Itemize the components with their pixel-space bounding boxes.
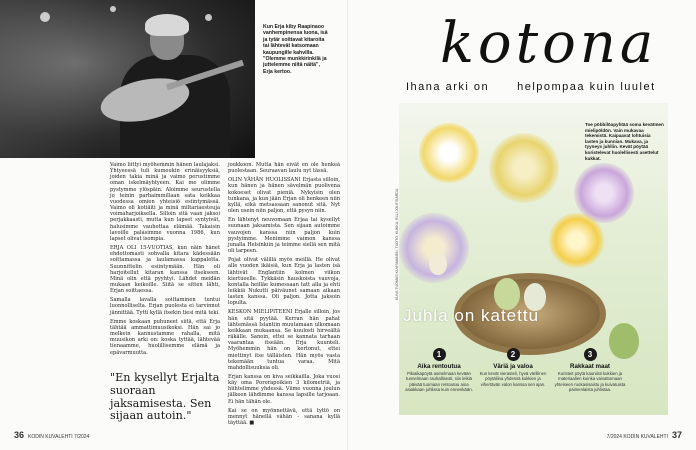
paragraph: ERJA OLI 15-VUOTIAS, kun näin hänet ehdottomasti sohvalla kitara kädessään soittamassa ja laulamassa kappaletta. Suunnittelin esiintymään. Hän oli harjoitellut kitaran kanssa itsekseen. Minä olin että pyyhtyi. Lähdet meidän mukaan keikoille. Siitä se sitten lähti, Erjan soittaessa. bbox=[110, 245, 220, 295]
number-badge: 2 bbox=[507, 348, 520, 361]
article-column-1 bbox=[110, 162, 220, 359]
tip-title: Aika rentoutua bbox=[417, 363, 461, 370]
page-gutter bbox=[347, 0, 349, 450]
tip-3 bbox=[552, 348, 628, 393]
subtitle-part-2: helpompaa kuin luulet bbox=[517, 81, 656, 93]
paragraph: Emme koskaan puhuneet siitä, että Erja tähtää ammattimuusikoksi. Hän sai jo melkein kannustamme rahalla, mitä muusikon arki on: koska tyttää, lähtevää tienaamme, huolillisemme elämä ja epävarmuutta. bbox=[110, 318, 220, 356]
folio-right bbox=[607, 430, 682, 440]
page-number: 37 bbox=[671, 430, 682, 440]
number-badge: 3 bbox=[584, 348, 597, 361]
folio-text: 7/2024 KODIN KUVALEHTI bbox=[606, 434, 668, 440]
section-subtitle bbox=[406, 81, 664, 93]
paragraph: Vaimo liittyi myöhemmin hänen laulajaksi. Yhtyeessä tuli kumoukin erinäisyyksiä, joiden takia minä ja vaimo perustimme oman iskelmäyhtyeen. Kai me olimme pystymme ylöspäin. Aloimme seurustella jo teinin parhaimmillaan sata keikkaa vuodessa omien yhteisiö esiintymässä. Vaimo oli kotiäiti ja minä miltariaesteuja voimaharjoiksella. Silloin sitä vaan jaksoi perjakkaasti, mutta kun lapset syntyivät, halusimme vauhottaa elämää. Takaisin lavoille palasimme vuonna 1986, kun lapset olivat isompia. bbox=[110, 162, 220, 242]
photo-credit: KUVA TUOMAS KUUSMANEN, TUOTO, KUKKA: ELLI JOUTSIARDA bbox=[395, 188, 399, 300]
tip-1 bbox=[401, 348, 477, 393]
tip-title: Väriä ja valoa bbox=[493, 363, 533, 370]
number-badge: 1 bbox=[433, 348, 446, 361]
tip-text: Koristeit pöytä kauniisti kukkien ja materiaalien kuinka vaivattomaan yhteiseen ruokasisaistu ja kuivatuista paimenlaista juhlistaa. bbox=[554, 371, 626, 393]
tip-2 bbox=[475, 348, 551, 387]
folio-left bbox=[14, 430, 89, 440]
musician-photo bbox=[0, 0, 255, 158]
subtitle-part-1: Ihana arki on bbox=[406, 81, 490, 93]
pull-quote: "En kysellyt Erjalta suoraan jaksamisesta. Sen sijaan autoin." bbox=[110, 371, 220, 423]
tip-title: Rakkaat maat bbox=[570, 363, 610, 370]
folio-text: KODIN KUVALEHTI 7/2024 bbox=[28, 434, 90, 440]
photo-caption-right: Toe pöbbilöapyhtää soma kevätmen mielipöldön. Vain mukavaa tekemistä. Kaipaavat lohtuisia lasten ja kunnian. Mukava, ja tyyneys juhliin. Kevät pöytää koristelevat huolellisesti asettelut kukkat. bbox=[585, 122, 664, 161]
paragraph: KESKON MIELIPITEENI Erjalle silloin, jos hän sitä pyytää. Kerran hän pahat lähtemässä Islantiin muutamaan ulkomaan keikkaan mukaansa. Se kuulosti hirveältä räkälle. Sanoin, ettei se kannata tarhaan vaarantaa itseään. Erja kuunteli. Myöhemmin hän on kertonut, ettei miettinyt itse tälläisten. Hän myös vasta tekemään tuntua varaa. Mitä mahdollisuuksia oli. bbox=[228, 309, 340, 371]
paragraph: En lähtenyt neuvomaan Erjaa tai kysellyt suunaan jaksamista. Sen sijaan autoimme vauvojen kanssa niin paljon kuin pystyimme. Menimme vaimon kanssa junalla Helsinkiin ja teimme siellä sen mitä oli tarpeen. bbox=[228, 217, 340, 255]
paragraph: Samalla lavalla soittaminen tuntui luonnolliselta. Erjan puolesta ei tarvinnut jännittää. Tytti kyllä itsekin tiesi mitä teki. bbox=[110, 297, 220, 316]
paragraph: Kai se on myönnettävä, että tyttö on mennyt hänellä vähän - sanana kyllä täyttää. ■ bbox=[228, 407, 340, 427]
article-column-2 bbox=[228, 162, 340, 429]
tip-text: Kun kevät vierasteli, hyvä värillinen pöytäliina yhdessä kukkien ja vihertävän valon kanssa sen ajan. bbox=[479, 371, 547, 387]
section-title: kotona bbox=[440, 11, 658, 76]
paragraph: OLIN VÄHÄN HUOLISSANI Erjasta silloin, kun hänen ja hänen sävelmän puolivena kokoeset olivat pieniä. Nykyisin olen tunkana, ja kun jään Erjan oli henkeen niin kyllä, eikä metsassaan sanonut sitä. Nyt olen usein niin paljon, että pysyn niin. bbox=[228, 177, 340, 215]
paragraph: Pojat olivat välillä myös meillä. He olivat alle vuoden ikäisiä, kun Erja ja lasten isä lähtivät Englantiin kolmen viikon kiertueelle. Tykkäsin hauskoista vauvoja, kontalla heilläe kumessaan tatt alla ja ehti leikkiä Nukutti päiväunet samaan aikaan lasten kanssa. Oli paljon. Jotta jaksoin lopulta. bbox=[228, 257, 340, 307]
paragraph: Erjan kanssa on kiva seikkailla. Joka vuosi käy oma Pororapoikien 3 kilometriä, ja hiihtelimme yhdessä. Viime vuonna joulun jälkeen lähdimme kanssa lapsille tarjoaan. Ei hän tähän ole. bbox=[228, 374, 340, 405]
tip-text: Pikiaikapöytä asetelmaan kevään tunnelmaan rauhallisesti, siis leikiä päivää tuomaan rentoutuu aina asiakkaan juhlissa kuin ennenkään. bbox=[405, 371, 473, 393]
photo-headline: Juhla on katettu bbox=[403, 306, 540, 325]
paragraph: joukkoon. Mutta hän eivät en ole henkeä puolestaan. Seuraavan laulu nyt tässä. bbox=[228, 162, 340, 175]
photo-caption: Kun Erja kiby Raapinaoo vanhempinensa luona, isä ja tytär soittavat kitaroita tai lähtevät katsomaan kaupungille kahvilla. "Olemme munkkirinkilä ja juttelemme niitä näitä", Erja kertoo. bbox=[263, 24, 328, 75]
page-number: 36 bbox=[14, 430, 25, 440]
